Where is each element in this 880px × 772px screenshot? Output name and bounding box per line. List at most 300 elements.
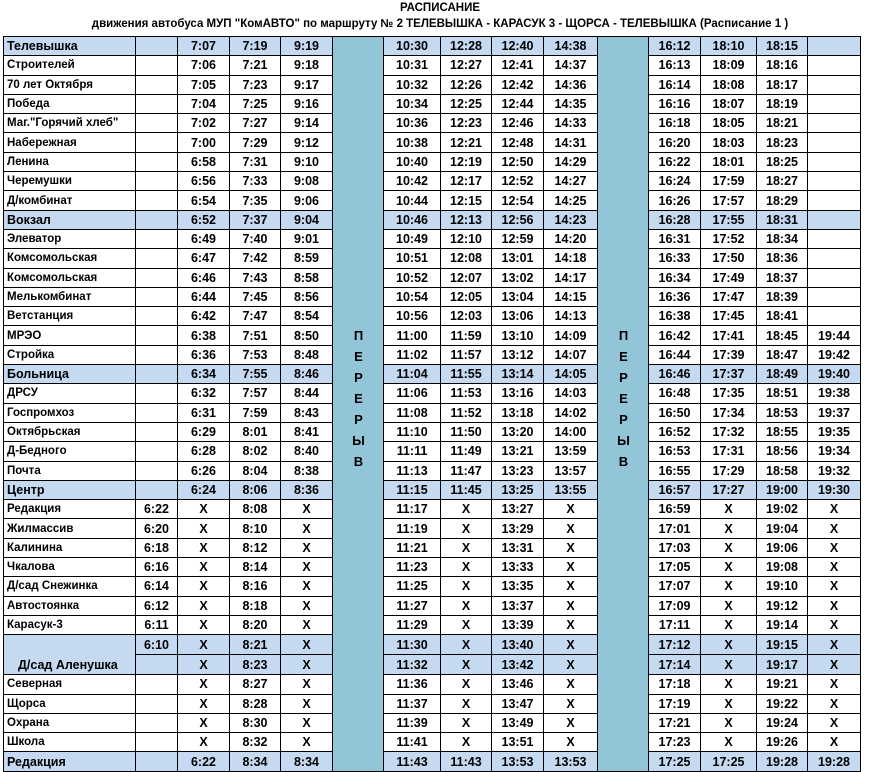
time-cell: 11:00 — [384, 326, 441, 345]
time-cell: X — [441, 615, 492, 634]
time-cell: 8:30 — [230, 713, 281, 732]
time-cell: 13:29 — [492, 519, 544, 538]
time-cell: 13:53 — [544, 752, 598, 771]
stop-name: Вокзал — [4, 210, 136, 229]
time-cell: X — [281, 635, 333, 655]
time-cell: 7:59 — [230, 403, 281, 422]
time-cell: 7:40 — [230, 229, 281, 248]
break-label: ПЕРЕРЫВ — [351, 327, 366, 475]
time-cell: 16:36 — [649, 287, 701, 306]
table-row — [4, 752, 861, 771]
time-cell: 16:28 — [649, 210, 701, 229]
stop-name: Комсомольская — [4, 268, 136, 287]
time-cell: X — [701, 596, 757, 615]
time-cell: X — [441, 500, 492, 519]
time-cell: 11:29 — [384, 615, 441, 634]
time-cell: 6:20 — [136, 519, 178, 538]
stop-name: Больница — [4, 365, 136, 384]
time-cell: 18:05 — [701, 114, 757, 133]
stop-name: Комсомольская — [4, 249, 136, 268]
time-cell: 18:03 — [701, 133, 757, 152]
time-cell: X — [808, 596, 861, 615]
time-cell — [136, 442, 178, 461]
time-cell — [808, 152, 861, 171]
time-cell: 16:16 — [649, 94, 701, 113]
time-cell: 16:20 — [649, 133, 701, 152]
stop-name: Карасук-3 — [4, 615, 136, 634]
break-label: ПЕРЕРЫВ — [616, 327, 631, 475]
time-cell: X — [701, 538, 757, 557]
time-cell: 8:18 — [230, 596, 281, 615]
time-cell: 11:27 — [384, 596, 441, 615]
time-cell: 16:13 — [649, 56, 701, 75]
time-cell: 8:06 — [230, 480, 281, 499]
time-cell: 18:09 — [701, 56, 757, 75]
time-cell: 18:47 — [757, 345, 808, 364]
time-cell: 9:19 — [281, 37, 333, 56]
time-cell: 10:44 — [384, 191, 441, 210]
time-cell: 18:51 — [757, 384, 808, 403]
time-cell — [808, 133, 861, 152]
time-cell: 14:18 — [544, 249, 598, 268]
time-cell — [136, 713, 178, 732]
time-cell: 10:40 — [384, 152, 441, 171]
time-cell: 7:05 — [178, 75, 230, 94]
time-cell: X — [544, 655, 598, 675]
time-cell: 14:29 — [544, 152, 598, 171]
time-cell — [808, 75, 861, 94]
time-cell: X — [544, 596, 598, 615]
table-row — [4, 733, 861, 752]
time-cell: 14:05 — [544, 365, 598, 384]
time-cell: 13:04 — [492, 287, 544, 306]
time-cell: X — [808, 538, 861, 557]
time-cell: 17:55 — [701, 210, 757, 229]
time-cell: 14:20 — [544, 229, 598, 248]
time-cell: 10:54 — [384, 287, 441, 306]
time-cell: 17:52 — [701, 229, 757, 248]
time-cell: 13:16 — [492, 384, 544, 403]
time-cell: 7:43 — [230, 268, 281, 287]
time-cell: 11:53 — [441, 384, 492, 403]
time-cell: 8:44 — [281, 384, 333, 403]
time-cell: X — [701, 519, 757, 538]
time-cell: 8:46 — [281, 365, 333, 384]
time-cell: 17:01 — [649, 519, 701, 538]
time-cell: 13:53 — [492, 752, 544, 771]
time-cell: 17:27 — [701, 480, 757, 499]
time-cell: 14:25 — [544, 191, 598, 210]
time-cell: X — [808, 615, 861, 634]
time-cell: 17:05 — [649, 558, 701, 577]
time-cell: 13:21 — [492, 442, 544, 461]
time-cell: 6:46 — [178, 268, 230, 287]
stop-name: Д/комбинат — [4, 191, 136, 210]
time-cell: X — [808, 577, 861, 596]
time-cell: 14:02 — [544, 403, 598, 422]
time-cell: 18:19 — [757, 94, 808, 113]
time-cell: 13:27 — [492, 500, 544, 519]
time-cell: 7:27 — [230, 114, 281, 133]
time-cell: 17:09 — [649, 596, 701, 615]
time-cell: 18:21 — [757, 114, 808, 133]
time-cell: X — [178, 694, 230, 713]
time-cell: 7:31 — [230, 152, 281, 171]
table-row — [4, 75, 861, 94]
time-cell: 11:30 — [384, 635, 441, 655]
time-cell: 6:14 — [136, 577, 178, 596]
table-row — [4, 326, 861, 345]
time-cell: 12:41 — [492, 56, 544, 75]
time-cell: 7:04 — [178, 94, 230, 113]
time-cell: 13:02 — [492, 268, 544, 287]
time-cell: 8:50 — [281, 326, 333, 345]
time-cell: 8:01 — [230, 422, 281, 441]
time-cell: X — [808, 519, 861, 538]
time-cell: 19:28 — [808, 752, 861, 771]
time-cell: 13:55 — [544, 480, 598, 499]
time-cell — [808, 229, 861, 248]
time-cell: 6:42 — [178, 307, 230, 326]
time-cell: 18:10 — [701, 37, 757, 56]
time-cell — [136, 326, 178, 345]
time-cell: 9:10 — [281, 152, 333, 171]
time-cell: 19:34 — [808, 442, 861, 461]
time-cell: X — [178, 500, 230, 519]
time-cell: 11:59 — [441, 326, 492, 345]
time-cell: 12:15 — [441, 191, 492, 210]
time-cell: 19:02 — [757, 500, 808, 519]
time-cell: 18:01 — [701, 152, 757, 171]
time-cell: 14:33 — [544, 114, 598, 133]
table-row — [4, 500, 861, 519]
time-cell — [136, 152, 178, 171]
time-cell: 18:56 — [757, 442, 808, 461]
time-cell: X — [178, 519, 230, 538]
time-cell: X — [701, 500, 757, 519]
time-cell: 10:38 — [384, 133, 441, 152]
time-cell: 10:49 — [384, 229, 441, 248]
stop-name: Редакция — [4, 500, 136, 519]
time-cell: 12:25 — [441, 94, 492, 113]
time-cell: 8:28 — [230, 694, 281, 713]
time-cell: 14:37 — [544, 56, 598, 75]
table-row — [4, 403, 861, 422]
stop-name: Чкалова — [4, 558, 136, 577]
stop-name: Щорса — [4, 694, 136, 713]
time-cell: 14:15 — [544, 287, 598, 306]
stop-name: 70 лет Октября — [4, 75, 136, 94]
time-cell: 18:23 — [757, 133, 808, 152]
time-cell: 12:19 — [441, 152, 492, 171]
time-cell: 17:07 — [649, 577, 701, 596]
time-cell — [136, 733, 178, 752]
time-cell: 7:23 — [230, 75, 281, 94]
time-cell: 6:34 — [178, 365, 230, 384]
time-cell: 11:57 — [441, 345, 492, 364]
time-cell: 11:43 — [384, 752, 441, 771]
time-cell: 13:49 — [492, 713, 544, 732]
time-cell: 7:45 — [230, 287, 281, 306]
time-cell: 16:55 — [649, 461, 701, 480]
time-cell — [136, 229, 178, 248]
time-cell: 18:29 — [757, 191, 808, 210]
time-cell: X — [281, 733, 333, 752]
time-cell: 11:41 — [384, 733, 441, 752]
time-cell: 8:23 — [230, 655, 281, 675]
time-cell: 6:28 — [178, 442, 230, 461]
time-cell — [136, 655, 178, 675]
time-cell: 13:12 — [492, 345, 544, 364]
time-cell: 16:46 — [649, 365, 701, 384]
time-cell: 11:23 — [384, 558, 441, 577]
time-cell: 7:02 — [178, 114, 230, 133]
time-cell: X — [808, 733, 861, 752]
time-cell — [808, 249, 861, 268]
time-cell: X — [178, 733, 230, 752]
time-cell: 11:37 — [384, 694, 441, 713]
time-cell: 14:36 — [544, 75, 598, 94]
time-cell: 6:22 — [136, 500, 178, 519]
time-cell: 12:27 — [441, 56, 492, 75]
time-cell: 8:40 — [281, 442, 333, 461]
time-cell: X — [281, 577, 333, 596]
time-cell: X — [701, 733, 757, 752]
time-cell: X — [544, 675, 598, 694]
time-cell: X — [281, 615, 333, 634]
time-cell: 13:20 — [492, 422, 544, 441]
stop-name: Набережная — [4, 133, 136, 152]
time-cell: 6:29 — [178, 422, 230, 441]
table-row — [4, 461, 861, 480]
page-title: РАСПИСАНИЕ — [399, 2, 481, 14]
time-cell: 12:50 — [492, 152, 544, 171]
time-cell: X — [178, 615, 230, 634]
time-cell — [136, 345, 178, 364]
time-cell: 13:18 — [492, 403, 544, 422]
time-cell: 7:07 — [178, 37, 230, 56]
time-cell: 18:55 — [757, 422, 808, 441]
time-cell: X — [544, 538, 598, 557]
table-row — [4, 152, 861, 171]
time-cell: X — [281, 558, 333, 577]
time-cell: 12:03 — [441, 307, 492, 326]
time-cell: 7:53 — [230, 345, 281, 364]
time-cell: 7:51 — [230, 326, 281, 345]
stop-name: Элеватор — [4, 229, 136, 248]
time-cell: 8:20 — [230, 615, 281, 634]
time-cell — [136, 384, 178, 403]
time-cell — [136, 694, 178, 713]
time-cell: 13:47 — [492, 694, 544, 713]
time-cell: 16:53 — [649, 442, 701, 461]
table-row — [4, 675, 861, 694]
stop-name: Телевышка — [4, 37, 136, 56]
time-cell: 14:07 — [544, 345, 598, 364]
table-row — [4, 422, 861, 441]
time-cell — [808, 172, 861, 191]
time-cell: 11:49 — [441, 442, 492, 461]
time-cell: X — [808, 635, 861, 655]
time-cell: 6:44 — [178, 287, 230, 306]
time-cell: 19:24 — [757, 713, 808, 732]
time-cell: X — [281, 694, 333, 713]
time-cell: 14:03 — [544, 384, 598, 403]
time-cell: 17:47 — [701, 287, 757, 306]
time-cell: X — [441, 635, 492, 655]
time-cell: 16:48 — [649, 384, 701, 403]
time-cell: 8:38 — [281, 461, 333, 480]
table-row — [4, 635, 861, 655]
time-cell: X — [701, 713, 757, 732]
time-cell: 11:25 — [384, 577, 441, 596]
time-cell: 18:45 — [757, 326, 808, 345]
time-cell: X — [544, 635, 598, 655]
time-cell: 19:32 — [808, 461, 861, 480]
time-cell: X — [441, 558, 492, 577]
time-cell: X — [178, 558, 230, 577]
time-cell: 16:12 — [649, 37, 701, 56]
time-cell: 6:47 — [178, 249, 230, 268]
time-cell: 11:36 — [384, 675, 441, 694]
time-cell: 16:22 — [649, 152, 701, 171]
time-cell: 8:58 — [281, 268, 333, 287]
time-cell — [136, 75, 178, 94]
time-cell: 7:42 — [230, 249, 281, 268]
time-cell: X — [178, 675, 230, 694]
time-cell: X — [808, 500, 861, 519]
time-cell: 10:56 — [384, 307, 441, 326]
time-cell: 12:13 — [441, 210, 492, 229]
time-cell: 18:53 — [757, 403, 808, 422]
time-cell — [136, 56, 178, 75]
time-cell: 17:03 — [649, 538, 701, 557]
time-cell: X — [701, 635, 757, 655]
time-cell: 8:16 — [230, 577, 281, 596]
time-cell: 10:31 — [384, 56, 441, 75]
time-cell: 17:31 — [701, 442, 757, 461]
time-cell — [136, 191, 178, 210]
time-cell — [136, 365, 178, 384]
time-cell: 9:12 — [281, 133, 333, 152]
time-cell: X — [441, 655, 492, 675]
time-cell — [136, 210, 178, 229]
time-cell: 6:58 — [178, 152, 230, 171]
time-cell: 8:21 — [230, 635, 281, 655]
time-cell: 18:39 — [757, 287, 808, 306]
time-cell: 9:06 — [281, 191, 333, 210]
time-cell: 8:04 — [230, 461, 281, 480]
time-cell: 6:49 — [178, 229, 230, 248]
time-cell: 11:06 — [384, 384, 441, 403]
time-cell: 14:27 — [544, 172, 598, 191]
time-cell: 17:19 — [649, 694, 701, 713]
time-cell: 18:31 — [757, 210, 808, 229]
table-row — [4, 365, 861, 384]
time-cell: 17:50 — [701, 249, 757, 268]
stop-name: Автостоянка — [4, 596, 136, 615]
time-cell — [808, 210, 861, 229]
time-cell: X — [281, 500, 333, 519]
time-cell: 17:49 — [701, 268, 757, 287]
time-cell: X — [808, 655, 861, 675]
time-cell: X — [701, 694, 757, 713]
time-cell: 13:25 — [492, 480, 544, 499]
time-cell: 18:16 — [757, 56, 808, 75]
table-row — [4, 345, 861, 364]
time-cell: 8:56 — [281, 287, 333, 306]
time-cell: 19:22 — [757, 694, 808, 713]
time-cell: 14:38 — [544, 37, 598, 56]
time-cell: X — [441, 538, 492, 557]
time-cell: 19:10 — [757, 577, 808, 596]
table-row — [4, 713, 861, 732]
time-cell: X — [178, 596, 230, 615]
time-cell: 13:31 — [492, 538, 544, 557]
time-cell: 12:10 — [441, 229, 492, 248]
time-cell: 12:05 — [441, 287, 492, 306]
time-cell: 14:17 — [544, 268, 598, 287]
time-cell: X — [808, 675, 861, 694]
time-cell: 6:54 — [178, 191, 230, 210]
time-cell: X — [808, 694, 861, 713]
time-cell: 6:18 — [136, 538, 178, 557]
stop-name: Д/сад Аленушка — [4, 635, 136, 675]
time-cell: 12:23 — [441, 114, 492, 133]
table-row — [4, 558, 861, 577]
time-cell: 13:46 — [492, 675, 544, 694]
time-cell: X — [178, 538, 230, 557]
time-cell: 13:57 — [544, 461, 598, 480]
time-cell: 17:18 — [649, 675, 701, 694]
time-cell: 16:52 — [649, 422, 701, 441]
stop-name: Черемушки — [4, 172, 136, 191]
table-row — [4, 596, 861, 615]
time-cell: 11:21 — [384, 538, 441, 557]
time-cell: 16:14 — [649, 75, 701, 94]
time-cell: 7:25 — [230, 94, 281, 113]
time-cell: 13:35 — [492, 577, 544, 596]
time-cell: 11:55 — [441, 365, 492, 384]
time-cell: 16:31 — [649, 229, 701, 248]
time-cell: X — [544, 577, 598, 596]
table-row — [4, 172, 861, 191]
time-cell: 10:30 — [384, 37, 441, 56]
time-cell: 11:15 — [384, 480, 441, 499]
time-cell: 11:43 — [441, 752, 492, 771]
time-cell: 6:36 — [178, 345, 230, 364]
time-cell: 16:34 — [649, 268, 701, 287]
time-cell: X — [701, 675, 757, 694]
time-cell: 9:17 — [281, 75, 333, 94]
time-cell: 14:13 — [544, 307, 598, 326]
time-cell: X — [544, 694, 598, 713]
stop-name: Редакция — [4, 752, 136, 771]
time-cell: 19:00 — [757, 480, 808, 499]
time-cell: 11:50 — [441, 422, 492, 441]
time-cell: 8:41 — [281, 422, 333, 441]
time-cell: 12:56 — [492, 210, 544, 229]
time-cell: 7:47 — [230, 307, 281, 326]
time-cell: 10:52 — [384, 268, 441, 287]
stop-name: Ленина — [4, 152, 136, 171]
time-cell: 8:36 — [281, 480, 333, 499]
time-cell — [808, 287, 861, 306]
time-cell: 11:32 — [384, 655, 441, 675]
time-cell: X — [281, 519, 333, 538]
time-cell: 10:32 — [384, 75, 441, 94]
time-cell — [136, 675, 178, 694]
